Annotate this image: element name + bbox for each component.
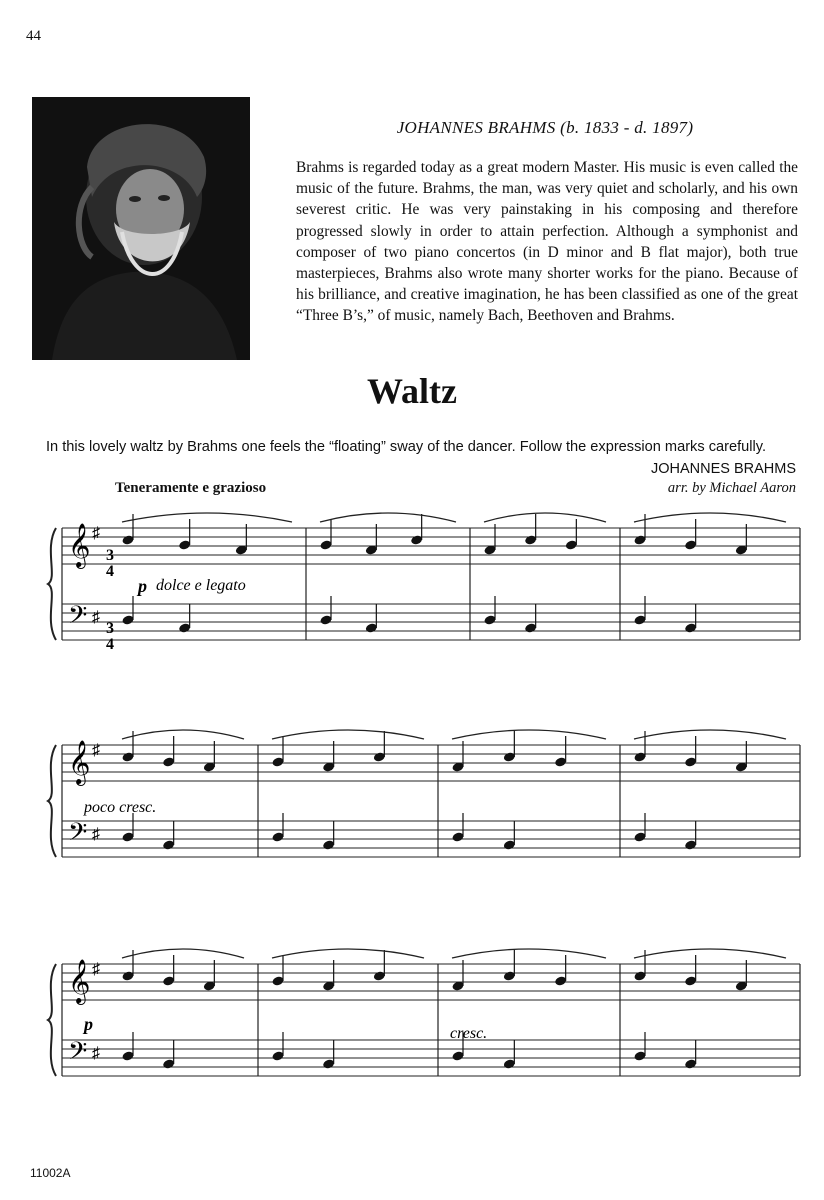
key-signature-sharp: ♯ xyxy=(92,742,100,759)
dynamic-piano: p xyxy=(138,576,147,596)
key-signature-sharp: ♯ xyxy=(92,609,100,626)
slur xyxy=(452,949,606,958)
expression-dolce-legato: dolce e legato xyxy=(156,577,246,594)
treble-clef: 𝄞 xyxy=(68,961,91,1003)
slur xyxy=(122,949,244,958)
composer-biography: Brahms is regarded today as a great modern Master. His music is even called the music of the future. Brahms, the man, was very quiet and scholarly, and his own severest critic. He was very painstaking in his composing and therefore progressed slowly in order to attain perfection. Although a symphonist and composer of two piano concertos (in D minor and B flat major), both true masterpieces, Brahms also wrote many shorter works for the piano. Because of his brilliance, and creative imagination, he has been classified as one of the great “Three B’s,” of music, namely Bach, Beethoven and Brahms. xyxy=(296,159,798,325)
bass-clef: 𝄢 xyxy=(68,1038,88,1071)
key-signature-sharp: ♯ xyxy=(92,961,100,978)
slur xyxy=(452,730,606,739)
slur xyxy=(634,949,786,958)
slur xyxy=(272,949,424,958)
credit-composer: JOHANNES BRAHMS xyxy=(650,461,796,477)
page-number: 44 xyxy=(26,28,41,44)
bass-clef: 𝄢 xyxy=(68,819,88,852)
system-brace xyxy=(48,964,56,1076)
credit-arranger: arr. by Michael Aaron xyxy=(667,480,796,496)
note-heads xyxy=(121,513,786,1070)
slur xyxy=(484,513,606,522)
system-brace xyxy=(48,745,56,857)
dynamic-poco-cresc: poco cresc. xyxy=(84,799,157,816)
key-signature-sharp: ♯ xyxy=(92,525,100,542)
slur xyxy=(272,730,424,739)
slur xyxy=(634,513,786,522)
bass-clef: 𝄢 xyxy=(68,602,88,635)
time-signature-bottom: 4 xyxy=(106,636,114,653)
time-signature-top: 3 xyxy=(106,547,114,564)
dynamic-piano: p xyxy=(84,1014,93,1034)
slur xyxy=(122,513,292,522)
piece-title: Waltz xyxy=(367,371,457,411)
key-signature-sharp: ♯ xyxy=(92,1045,100,1062)
slur xyxy=(634,730,786,739)
time-signature-bottom: 4 xyxy=(106,563,114,580)
slur xyxy=(122,730,244,739)
dynamic-cresc: cresc. xyxy=(450,1025,488,1042)
key-signature-sharp: ♯ xyxy=(92,826,100,843)
catalog-number: 11002A xyxy=(30,1166,71,1180)
staff-lines xyxy=(48,524,800,1076)
tempo-marking: Teneramente e grazioso xyxy=(115,480,267,496)
treble-clef: 𝄞 xyxy=(68,525,91,567)
piece-introduction: In this lovely waltz by Brahms one feels the “floating” sway of the dancer. Follow the expression marks carefully. xyxy=(46,439,767,455)
treble-clef: 𝄞 xyxy=(68,742,91,784)
time-signature-top: 3 xyxy=(106,620,114,637)
composer-heading: JOHANNES BRAHMS (b. 1833 - d. 1897) xyxy=(396,118,694,137)
slur xyxy=(320,513,456,522)
system-brace xyxy=(48,528,56,640)
